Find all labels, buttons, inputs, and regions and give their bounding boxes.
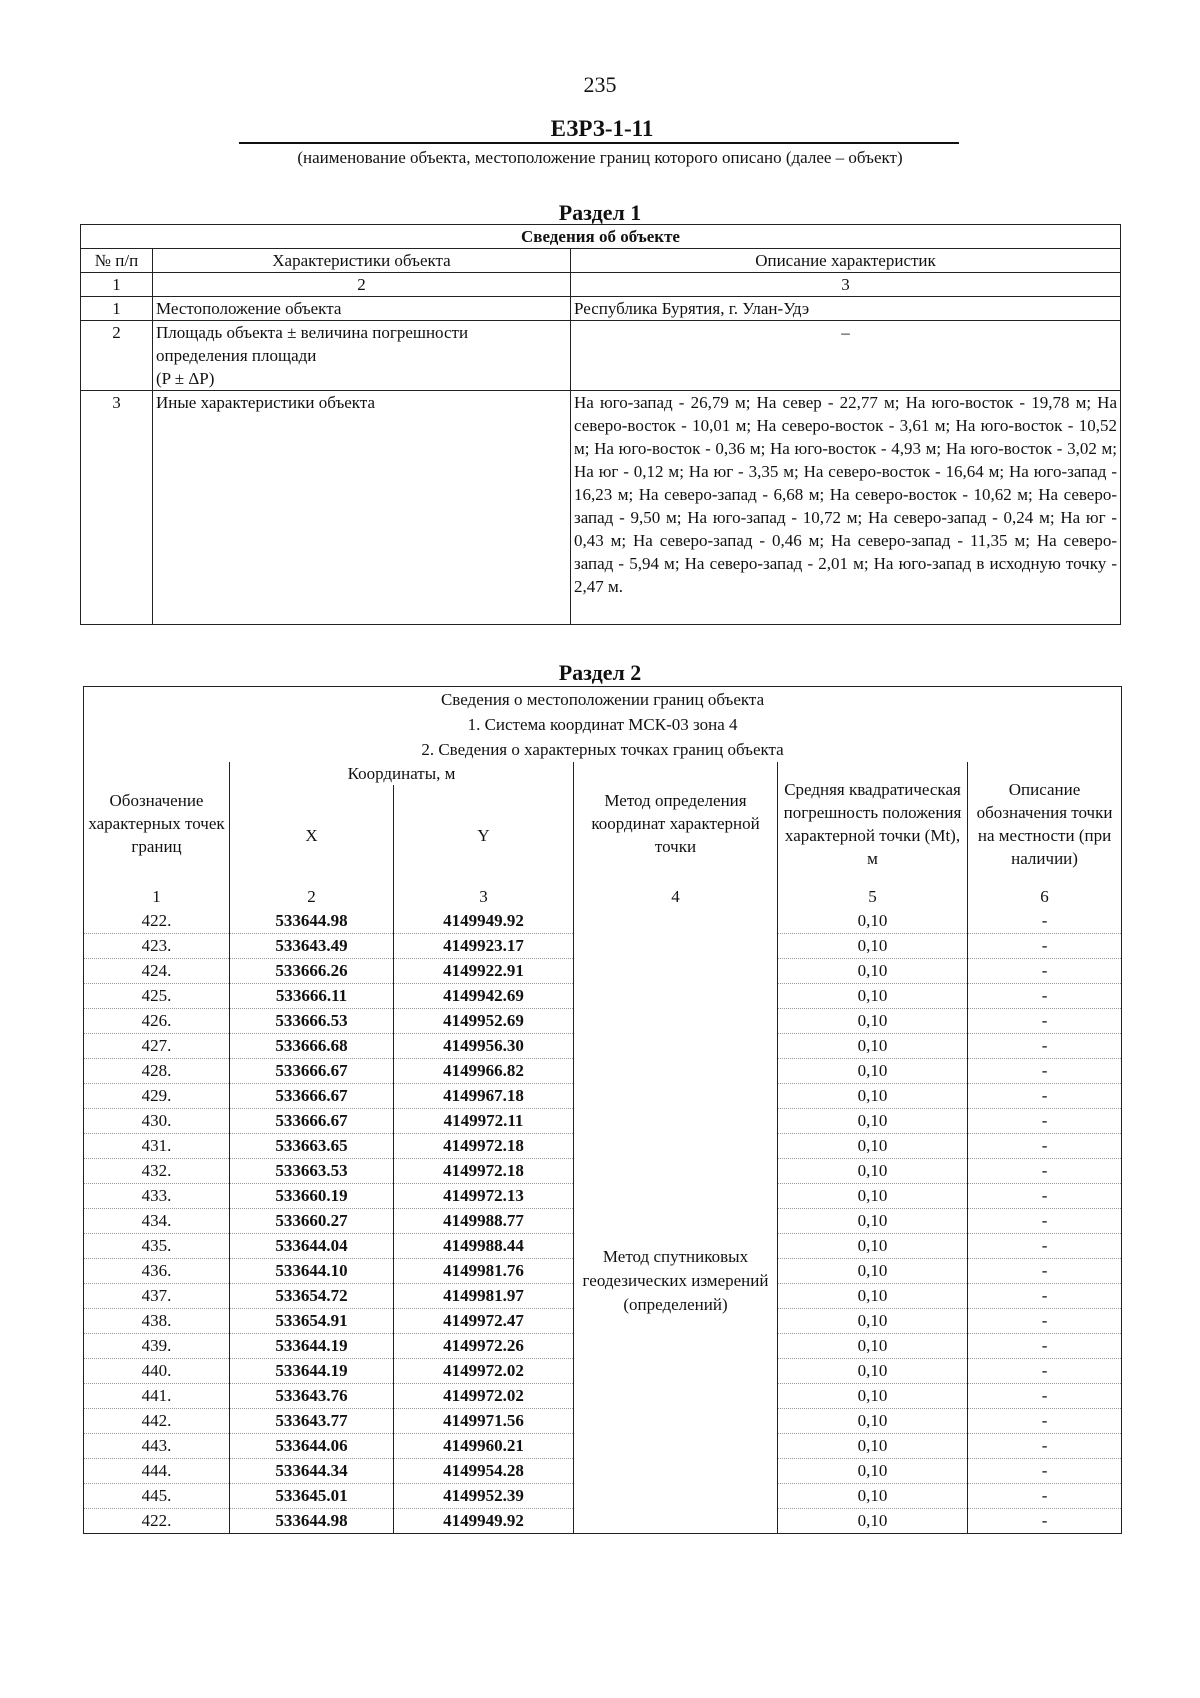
point-description: - <box>968 1059 1122 1084</box>
point-y: 4149922.91 <box>394 959 574 984</box>
row-characteristic-line: определения площади <box>156 346 317 365</box>
point-y: 4149972.18 <box>394 1159 574 1184</box>
point-y: 4149967.18 <box>394 1084 574 1109</box>
col-number: 2 <box>153 273 571 297</box>
point-x: 533660.27 <box>230 1209 394 1234</box>
point-description: - <box>968 909 1122 934</box>
point-y: 4149988.77 <box>394 1209 574 1234</box>
row-number: 3 <box>81 391 153 625</box>
point-error: 0,10 <box>778 1034 968 1059</box>
point-id: 445. <box>84 1484 230 1509</box>
point-id: 424. <box>84 959 230 984</box>
point-description: - <box>968 1459 1122 1484</box>
point-x: 533666.67 <box>230 1084 394 1109</box>
point-error: 0,10 <box>778 1084 968 1109</box>
point-description: - <box>968 1109 1122 1134</box>
point-id: 429. <box>84 1084 230 1109</box>
point-description: - <box>968 1134 1122 1159</box>
point-x: 533666.53 <box>230 1009 394 1034</box>
point-description: - <box>968 959 1122 984</box>
point-error: 0,10 <box>778 1384 968 1409</box>
point-description: - <box>968 1084 1122 1109</box>
document-title: ЕЗРЗ-1-11 <box>550 116 654 141</box>
point-id: 434. <box>84 1209 230 1234</box>
col-header-method: Метод определения координат характерной точки <box>574 762 778 885</box>
row-characteristic-line: Площадь объекта ± величина погрешности <box>156 323 469 342</box>
col-header-description: Описание характеристик <box>571 249 1121 273</box>
point-error: 0,10 <box>778 1509 968 1534</box>
point-y: 4149949.92 <box>394 1509 574 1534</box>
point-id: 427. <box>84 1034 230 1059</box>
point-x: 533644.98 <box>230 1509 394 1534</box>
col-header-designation: Обозначение характерных точек границ <box>88 791 225 856</box>
point-description: - <box>968 1259 1122 1284</box>
col-number: 3 <box>571 273 1121 297</box>
col-number: 1 <box>152 887 161 906</box>
point-description: - <box>968 1159 1122 1184</box>
col-header-description: Описание обозначения точки на местности (при наличии) <box>968 762 1122 885</box>
point-id: 422. <box>141 911 172 930</box>
row-characteristic-line: (P ± ΔP) <box>156 369 215 388</box>
point-description: - <box>968 1034 1122 1059</box>
point-description: - <box>968 1009 1122 1034</box>
point-description: - <box>968 1184 1122 1209</box>
point-x: 533644.06 <box>230 1434 394 1459</box>
point-error: 0,10 <box>778 1334 968 1359</box>
point-description: - <box>968 1434 1122 1459</box>
col-header-error: Средняя квадратическая погрешность положения характерной точки (Mt), м <box>778 762 968 885</box>
object-info-table <box>80 224 1121 625</box>
point-id: 422. <box>84 1509 230 1534</box>
point-y: 4149972.26 <box>394 1334 574 1359</box>
point-description: - <box>968 1484 1122 1509</box>
point-id: 437. <box>84 1284 230 1309</box>
point-x: 533666.11 <box>230 984 394 1009</box>
point-error: 0,10 <box>778 1359 968 1384</box>
point-error: 0,10 <box>778 1009 968 1034</box>
point-x: 533654.72 <box>230 1284 394 1309</box>
point-y: 4149972.18 <box>394 1134 574 1159</box>
point-id: 433. <box>84 1184 230 1209</box>
point-y: 4149972.11 <box>394 1109 574 1134</box>
point-error: 0,10 <box>778 909 968 934</box>
col-number: 6 <box>968 885 1122 909</box>
title-underline <box>239 142 959 144</box>
point-x: 533644.34 <box>230 1459 394 1484</box>
point-id: 442. <box>84 1409 230 1434</box>
point-x: 533644.10 <box>230 1259 394 1284</box>
col-header-coordinates: Координаты, м <box>230 762 574 785</box>
point-id: 439. <box>84 1334 230 1359</box>
table-row <box>81 297 1121 321</box>
point-description: - <box>968 1284 1122 1309</box>
point-y: 4149956.30 <box>394 1034 574 1059</box>
point-error: 0,10 <box>778 1409 968 1434</box>
point-y: 4149981.76 <box>394 1259 574 1284</box>
point-error: 0,10 <box>778 1259 968 1284</box>
row-characteristic: Местоположение объекта <box>153 297 571 321</box>
point-description: - <box>968 984 1122 1009</box>
point-error: 0,10 <box>778 1134 968 1159</box>
point-y: 4149923.17 <box>394 934 574 959</box>
point-x: 533666.68 <box>230 1034 394 1059</box>
section-1-heading: Раздел 1 <box>558 200 642 225</box>
info-line: 2. Сведения о характерных точках границ объекта <box>421 740 784 759</box>
point-x: 533644.19 <box>230 1334 394 1359</box>
point-id: 440. <box>84 1359 230 1384</box>
point-description: - <box>968 1509 1122 1534</box>
point-y: 4149960.21 <box>394 1434 574 1459</box>
col-number: 4 <box>574 885 778 909</box>
point-x: 533643.49 <box>230 934 394 959</box>
point-id: 432. <box>84 1159 230 1184</box>
row-number: 1 <box>81 297 153 321</box>
point-y: 4149972.02 <box>394 1359 574 1384</box>
point-id: 423. <box>84 934 230 959</box>
col-header-number: № п/п <box>81 249 153 273</box>
page-number: 235 <box>583 72 617 97</box>
point-error: 0,10 <box>778 1309 968 1334</box>
point-y: 4149966.82 <box>394 1059 574 1084</box>
point-error: 0,10 <box>778 1284 968 1309</box>
point-x: 533663.65 <box>230 1134 394 1159</box>
point-x: 533643.76 <box>230 1384 394 1409</box>
col-number: 5 <box>778 885 968 909</box>
point-x: 533644.98 <box>230 909 394 934</box>
point-y: 4149972.02 <box>394 1384 574 1409</box>
table-row <box>84 909 1122 934</box>
point-error: 0,10 <box>778 959 968 984</box>
col-number: 1 <box>81 273 153 297</box>
row-characteristic: Иные характеристики объекта <box>153 391 571 625</box>
point-id: 428. <box>84 1059 230 1084</box>
point-description: - <box>968 1309 1122 1334</box>
point-y: 4149952.69 <box>394 1009 574 1034</box>
point-error: 0,10 <box>778 1109 968 1134</box>
point-id: 436. <box>84 1259 230 1284</box>
point-y: 4149972.47 <box>394 1309 574 1334</box>
point-id: 444. <box>84 1459 230 1484</box>
point-error: 0,10 <box>778 1234 968 1259</box>
point-error: 0,10 <box>778 1209 968 1234</box>
table-title: Сведения об объекте <box>81 225 1121 249</box>
point-x: 533644.19 <box>230 1359 394 1384</box>
point-y: 4149981.97 <box>394 1284 574 1309</box>
row-value: На юго-запад - 26,79 м; На север - 22,77 м; На юго-восток - 19,78 м; На северо-восток - 10,01 м; На северо-восток - 3,61 м; На юго-восток - 10,52 м; На юго-восток - 0,36 м; На юго-восток - 4,93 м; На юго-восток - 3,02 м; На юг - 0,12 м; На юг - 3,35 м; На северо-восток - 16,64 м; На юго-запад - 16,23 м; На северо-запад - 6,68 м; На северо-восток - 10,62 м; На северо-запад - 9,50 м; На юго-запад - 10,72 м; На северо-запад - 0,24 м; На юг - 0,43 м; На северо-запад - 0,46 м; На северо-запад - 11,35 м; На северо-запад - 5,94 м; На северо-запад - 2,01 м; На юго-запад в исходную точку - 2,47 м. <box>571 391 1121 625</box>
point-x: 533666.67 <box>230 1059 394 1084</box>
point-description: - <box>968 934 1122 959</box>
point-error: 0,10 <box>778 1159 968 1184</box>
info-line: Сведения о местоположении границ объекта <box>440 690 765 709</box>
col-number: 2 <box>230 885 394 909</box>
point-id: 431. <box>84 1134 230 1159</box>
section-2-heading: Раздел 2 <box>558 660 642 685</box>
point-id: 426. <box>84 1009 230 1034</box>
point-id: 425. <box>84 984 230 1009</box>
point-error: 0,10 <box>778 1184 968 1209</box>
point-error: 0,10 <box>778 1434 968 1459</box>
points-body <box>84 909 1122 1534</box>
point-y: 4149942.69 <box>394 984 574 1009</box>
point-x: 533654.91 <box>230 1309 394 1334</box>
point-x: 533663.53 <box>230 1159 394 1184</box>
row-value: Республика Бурятия, г. Улан-Удэ <box>571 297 1121 321</box>
point-y: 4149954.28 <box>394 1459 574 1484</box>
table-row <box>81 321 1121 391</box>
point-x: 533660.19 <box>230 1184 394 1209</box>
row-number: 2 <box>81 321 153 391</box>
col-header-y: Y <box>394 785 574 885</box>
point-error: 0,10 <box>778 934 968 959</box>
point-x: 533643.77 <box>230 1409 394 1434</box>
boundary-points-table <box>83 686 1122 1534</box>
point-y: 4149988.44 <box>394 1234 574 1259</box>
title-caption: (наименование объекта, местоположение границ которого описано (далее – объект) <box>297 148 903 167</box>
point-x: 533644.04 <box>230 1234 394 1259</box>
point-x: 533666.67 <box>230 1109 394 1134</box>
col-header-characteristic: Характеристики объекта <box>153 249 571 273</box>
point-description: - <box>968 1334 1122 1359</box>
point-error: 0,10 <box>778 1059 968 1084</box>
point-y: 4149952.39 <box>394 1484 574 1509</box>
point-description: - <box>968 1234 1122 1259</box>
point-id: 441. <box>84 1384 230 1409</box>
point-x: 533645.01 <box>230 1484 394 1509</box>
col-header-x: X <box>230 785 394 885</box>
point-description: - <box>968 1209 1122 1234</box>
point-description: - <box>968 1384 1122 1409</box>
point-id: 438. <box>84 1309 230 1334</box>
point-y: 4149972.13 <box>394 1184 574 1209</box>
point-error: 0,10 <box>778 1459 968 1484</box>
point-y: 4149949.92 <box>394 909 574 934</box>
point-id: 435. <box>84 1234 230 1259</box>
point-id: 443. <box>84 1434 230 1459</box>
point-y: 4149971.56 <box>394 1409 574 1434</box>
point-id: 430. <box>84 1109 230 1134</box>
point-x: 533666.26 <box>230 959 394 984</box>
row-characteristic <box>153 321 571 391</box>
method-value: Метод спутниковых геодезических измерений (определений) <box>574 909 778 1534</box>
info-line: 1. Система координат МСК-03 зона 4 <box>467 715 738 734</box>
point-error: 0,10 <box>778 984 968 1009</box>
col-number: 3 <box>394 885 574 909</box>
point-description: - <box>968 1409 1122 1434</box>
table-row <box>81 391 1121 625</box>
point-error: 0,10 <box>778 1484 968 1509</box>
row-value: – <box>571 321 1121 391</box>
point-description: - <box>968 1359 1122 1384</box>
